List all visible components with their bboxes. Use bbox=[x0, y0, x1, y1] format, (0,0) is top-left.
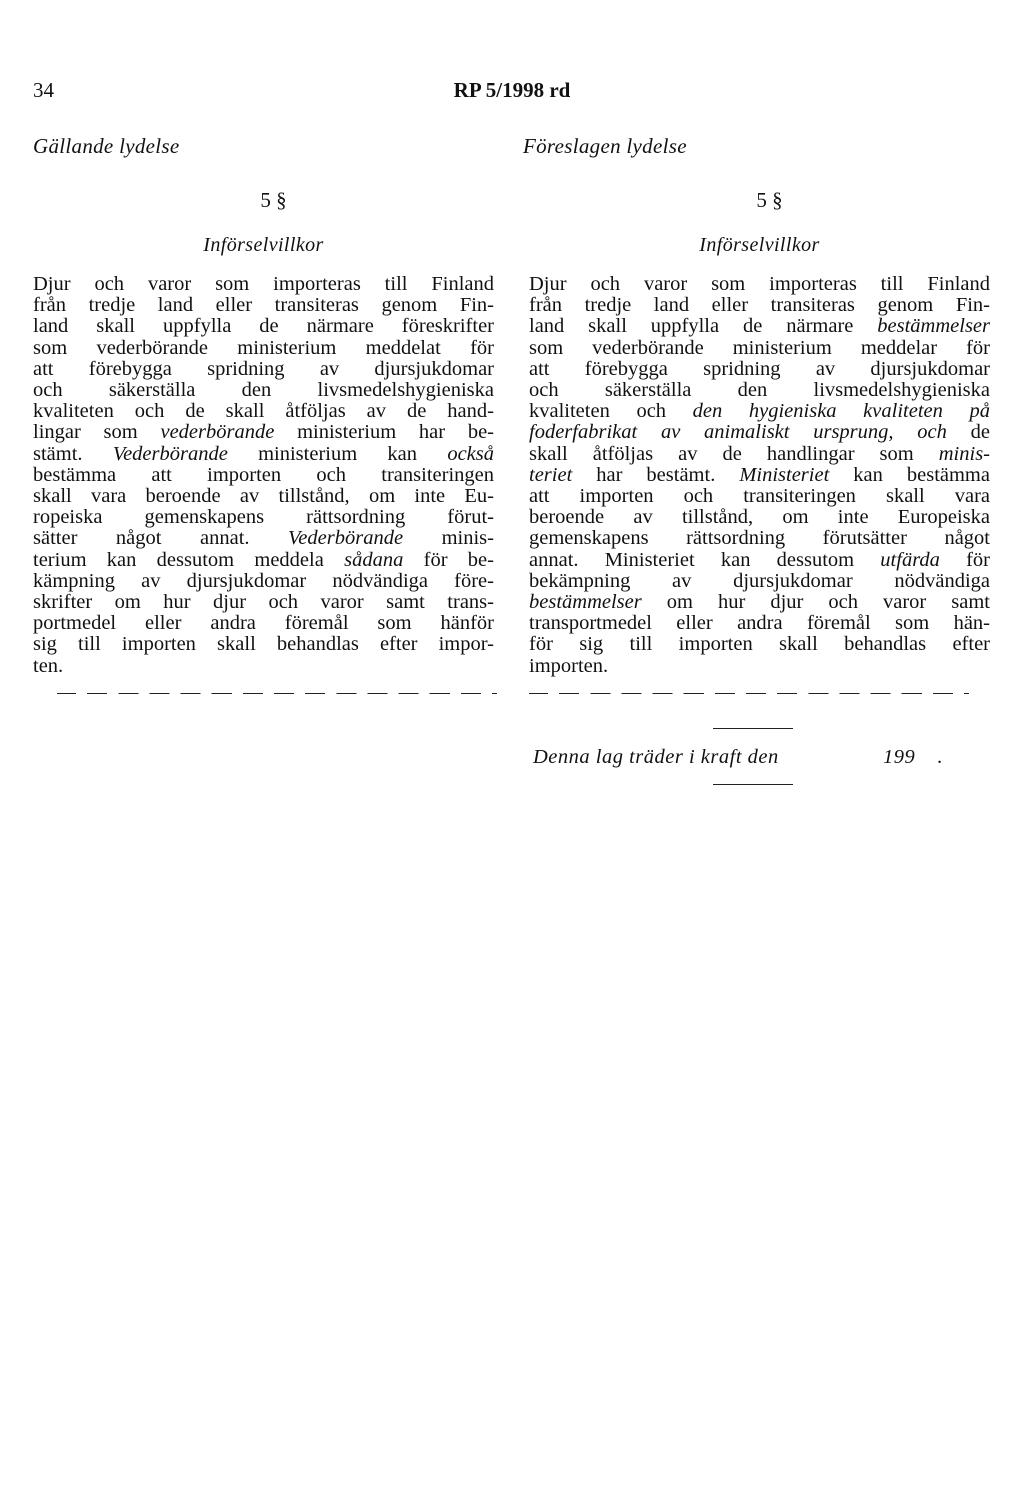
text-line bbox=[529, 380, 990, 401]
italic-text: Ministeriet bbox=[739, 463, 830, 486]
section-body bbox=[529, 274, 990, 677]
short-rule bbox=[713, 784, 793, 785]
text-run: sig till importen skall behandlas efter impor- bbox=[33, 633, 494, 656]
document-id: RP 5/1998 rd bbox=[453, 78, 571, 102]
text-line bbox=[33, 571, 494, 592]
text-run: att importen och transiteringen skall vara bbox=[529, 485, 990, 508]
text-line bbox=[33, 295, 494, 316]
text-run: ministerium kan bbox=[227, 442, 448, 465]
text-line bbox=[33, 359, 494, 380]
text-run: de bbox=[946, 421, 990, 444]
text-run: portmedel eller andra föremål som hänför bbox=[33, 612, 494, 635]
text-line bbox=[33, 528, 494, 549]
text-line bbox=[33, 550, 494, 571]
right-column bbox=[529, 188, 990, 694]
text-run: för bbox=[939, 548, 991, 571]
italic-text: vederbörande bbox=[160, 421, 275, 444]
text-line bbox=[33, 422, 494, 443]
italic-text: den hygieniska kvaliteten på bbox=[692, 400, 990, 423]
text-line bbox=[33, 634, 494, 655]
text-line bbox=[529, 338, 990, 359]
italic-text: bestämmelser bbox=[529, 591, 642, 614]
dashed-separator bbox=[529, 693, 969, 694]
text-line bbox=[529, 465, 990, 486]
text-run: bekämpning av djursjukdomar nödvändiga bbox=[529, 569, 990, 592]
text-run: för sig till importen skall behandlas efter bbox=[529, 633, 990, 656]
text-line bbox=[529, 316, 990, 337]
text-line bbox=[529, 656, 990, 677]
text-run: annat. Ministeriet kan dessutom bbox=[529, 548, 881, 571]
text-line bbox=[33, 444, 494, 465]
italic-text: minis- bbox=[938, 442, 990, 465]
text-line bbox=[529, 613, 990, 634]
enactment-text: Denna lag träder i kraft den bbox=[533, 746, 779, 768]
text-run: ten. bbox=[33, 654, 64, 677]
text-run: från tredje land eller transiteras genom Fin- bbox=[529, 294, 990, 317]
italic-text: foderfabrikat av animaliskt ursprung, och bbox=[529, 421, 947, 444]
text-run: terium kan dessutom meddela bbox=[33, 548, 345, 571]
text-run: sätter något annat. bbox=[33, 527, 289, 550]
text-line bbox=[529, 528, 990, 549]
text-line bbox=[529, 295, 990, 316]
text-run: skrifter om hur djur och varor samt trans- bbox=[33, 591, 494, 614]
text-run: om hur djur och varor samt bbox=[641, 591, 990, 614]
text-line bbox=[529, 274, 990, 295]
text-line bbox=[529, 401, 990, 422]
text-line bbox=[529, 507, 990, 528]
italic-text: utfärda bbox=[880, 548, 940, 571]
enactment-year: 199 bbox=[883, 746, 916, 768]
text-line bbox=[33, 507, 494, 528]
text-run: har bestämt. bbox=[572, 463, 740, 486]
italic-text: Vederbörande bbox=[288, 527, 404, 550]
short-rule bbox=[713, 728, 793, 729]
text-run: som vederbörande ministerium meddelar för bbox=[529, 336, 990, 359]
dashed-separator bbox=[57, 693, 497, 694]
text-run: transportmedel eller andra föremål som hän- bbox=[529, 612, 990, 635]
text-run: gemenskapens rättsordning förutsätter något bbox=[529, 527, 990, 550]
italic-text: sådana bbox=[344, 548, 404, 571]
section-title: Införselvillkor bbox=[203, 234, 324, 256]
text-line bbox=[33, 380, 494, 401]
section-mark: 5 § bbox=[260, 188, 287, 212]
italic-text: också bbox=[447, 442, 494, 465]
text-run: skall vara beroende av tillstånd, om inte Eu- bbox=[33, 485, 494, 508]
text-run: bestämma att importen och transiteringen bbox=[33, 463, 494, 486]
text-run: som vederbörande ministerium meddelat för bbox=[33, 336, 494, 359]
italic-text: Vederbörande bbox=[112, 442, 228, 465]
text-line bbox=[33, 401, 494, 422]
text-run: skall åtföljas av de handlingar som bbox=[529, 442, 939, 465]
text-run: Djur och varor som importeras till Finland bbox=[529, 273, 990, 295]
text-line bbox=[33, 656, 494, 677]
text-line bbox=[33, 465, 494, 486]
text-line bbox=[529, 359, 990, 380]
text-run: för be- bbox=[403, 548, 494, 571]
page-number: 34 bbox=[33, 78, 54, 102]
text-run: Djur och varor som importeras till Finland bbox=[33, 273, 494, 295]
text-run: ministerium har be- bbox=[274, 421, 494, 444]
enactment-period: . bbox=[937, 746, 943, 768]
right-column-heading: Föreslagen lydelse bbox=[523, 134, 687, 158]
text-line bbox=[33, 274, 494, 295]
section-title: Införselvillkor bbox=[699, 234, 820, 256]
text-line bbox=[529, 592, 990, 613]
text-run: kvaliteten och bbox=[529, 400, 693, 423]
text-run: stämt. bbox=[33, 442, 113, 465]
text-run: och säkerställa den livsmedelshygieniska bbox=[529, 379, 990, 402]
text-line bbox=[33, 486, 494, 507]
text-line bbox=[529, 550, 990, 571]
text-run: ropeiska gemenskapens rättsordning förut- bbox=[33, 506, 494, 529]
text-run: lingar som bbox=[33, 421, 161, 444]
text-line bbox=[529, 444, 990, 465]
text-run: kvaliteten och de skall åtföljas av de hand- bbox=[33, 400, 494, 423]
text-line bbox=[33, 613, 494, 634]
text-line bbox=[529, 571, 990, 592]
text-run: land skall uppfylla de närmare föreskrifter bbox=[33, 315, 494, 338]
text-line bbox=[529, 634, 990, 655]
text-run: att förebygga spridning av djursjukdomar bbox=[529, 357, 990, 380]
text-line bbox=[529, 486, 990, 507]
text-run: minis- bbox=[403, 527, 494, 550]
left-column bbox=[33, 188, 494, 694]
text-run: beroende av tillstånd, om inte Europeiska bbox=[529, 506, 990, 529]
section-mark: 5 § bbox=[756, 188, 783, 212]
text-run: från tredje land eller transiteras genom Fin- bbox=[33, 294, 494, 317]
section-body bbox=[33, 274, 494, 677]
left-column-heading: Gällande lydelse bbox=[33, 134, 180, 158]
text-run: kan bestämma bbox=[829, 463, 990, 486]
text-line bbox=[33, 316, 494, 337]
text-line bbox=[33, 592, 494, 613]
text-line bbox=[529, 422, 990, 443]
italic-text: bestämmelser bbox=[877, 315, 990, 338]
enactment-clause bbox=[533, 746, 973, 769]
italic-text: teriet bbox=[529, 463, 573, 486]
text-run: kämpning av djursjukdomar nödvändiga före- bbox=[33, 569, 494, 592]
text-run: och säkerställa den livsmedelshygieniska bbox=[33, 379, 494, 402]
text-line bbox=[33, 338, 494, 359]
text-run: land skall uppfylla de närmare bbox=[529, 315, 878, 338]
text-run: att förebygga spridning av djursjukdomar bbox=[33, 357, 494, 380]
text-run: importen. bbox=[529, 654, 609, 677]
